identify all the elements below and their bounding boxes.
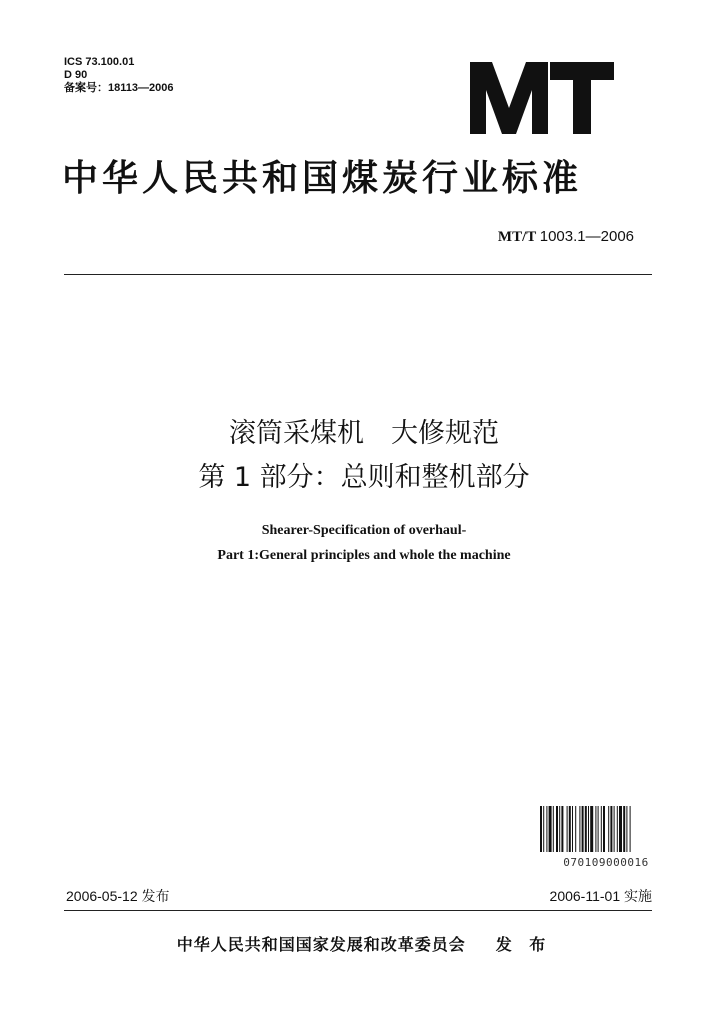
publisher-name: 中华人民共和国国家发展和改革委员会	[176, 935, 466, 954]
barcode-bar	[567, 806, 568, 852]
barcode-bar	[543, 806, 544, 852]
barcode-bar	[569, 806, 571, 852]
barcode-number: 070109000016	[563, 856, 649, 869]
barcode-bar	[559, 806, 560, 852]
publisher-verb: 发 布	[495, 935, 552, 954]
barcode-bar	[582, 806, 584, 852]
barcode-bar	[623, 806, 625, 852]
barcode-bar	[575, 806, 576, 852]
title-cn-line2: 第 1 部分：总则和整机部分	[198, 462, 530, 493]
title-en-line1: Shearer-Specification of overhaul-	[261, 523, 467, 538]
ics-code: ICS 73.100.01	[64, 56, 135, 68]
barcode-bar	[617, 806, 618, 852]
standard-code: 1003.1—2006	[539, 228, 634, 245]
issue-date: 2006-05-12 发布	[66, 888, 170, 904]
mt-logo-m	[470, 62, 548, 134]
mt-logo-t	[550, 62, 614, 134]
barcode-bar	[608, 806, 609, 852]
mt-logo	[470, 58, 620, 138]
barcode-bar	[588, 806, 589, 852]
record-number: 备案号：18113—2006	[64, 82, 174, 94]
classification-codes	[64, 56, 173, 95]
publisher	[0, 932, 728, 955]
barcode-bar	[630, 806, 631, 852]
barcode-bar	[546, 806, 547, 852]
standard-number	[420, 228, 634, 246]
barcode-bar	[540, 806, 542, 852]
barcode-bar	[553, 806, 554, 852]
barcode-bar	[549, 806, 552, 852]
standard-prefix: MT/T	[497, 229, 536, 245]
barcode-bar	[590, 806, 593, 852]
barcode-bar	[556, 806, 558, 852]
title-cn-line1: 滚筒采煤机 大修规范	[229, 418, 499, 449]
footer-divider	[64, 910, 652, 911]
title-en-line2: Part 1:General principles and whole the machine	[217, 548, 511, 563]
barcode-bar	[585, 806, 587, 852]
barcode-bar	[610, 806, 612, 852]
barcode-bar	[601, 806, 602, 852]
barcode-bar	[603, 806, 605, 852]
implementation-date: 2006-11-01 实施	[549, 888, 652, 904]
barcode	[540, 806, 670, 852]
barcode-bar	[595, 806, 596, 852]
barcode-bar	[561, 806, 563, 852]
barcode-bar	[619, 806, 622, 852]
barcode-bar	[626, 806, 627, 852]
industry-standard-title: 中华人民共和国煤炭行业标准	[62, 158, 583, 199]
barcode-bar	[614, 806, 615, 852]
barcode-bar	[598, 806, 599, 852]
ccs-code: D 90	[64, 69, 88, 81]
header-divider	[64, 274, 652, 275]
barcode-bar	[572, 806, 573, 852]
barcode-bar	[579, 806, 580, 852]
